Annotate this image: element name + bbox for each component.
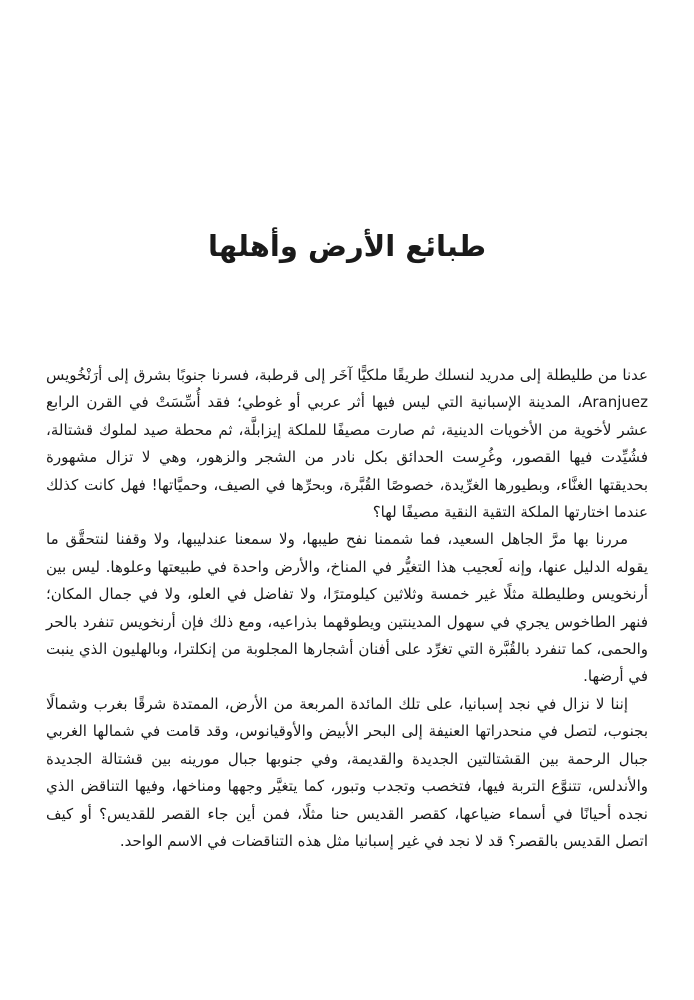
paragraph-2: مررنا بها مرَّ الجاهل السعيد، فما شممنا نفح طيبها، ولا سمعنا عندليبها، ولا وقفنا لنتحقَّق ما يقوله الدليل عنها، وإنه لَعجيب هذا التغيُّر في المناخ، والأرض واحدة في طبيعتها وعلوها. ليس بين أرنخويس وطليطلة مثلًا غير خمسة وثلاثين كيلومترًا، ولا تفاضل في العلو، ولا في جمال المكان؛ فنهر الطاخوس يجري في سهول المدينتين ويطوقهما بذراعيه، ومع ذلك فإن أرنخويس تنفرد بالحر والحمى، كما تنفرد بالقُبَّرة التي تغرِّد على أفنان أشجارها المجلوبة من إنكلترا، وبالهليون الذي ينبت في أرضها. (46, 530, 648, 686)
paragraph-1: عدنا من طليطلة إلى مدريد لنسلك طريقًا ملكيًّا آخَر إلى قرطبة، فسرنا جنوبًا بشرق إلى أرَنْخُويس Aranjuez، المدينة الإسبانية التي ليس فيها أثر عربي أو غوطي؛ فقد أُسِّسَتْ في القرن الرابع عشر لأخوية من الأخويات الدينية، ثم صارت مصيفًا للملكة إيزابلَّة، ثم محطة صيد لملوك قشتالة، فشُيِّدت فيها القصور، وغُرِست الحدائق بكل نادر من الشجر والزهور، وهي لا تزال مشهورة بحديقتها الغنَّاء، وبطيورها الغرِّيدة، خصوصًا القُبَّرة، وبحرِّها في الصيف، وحميَّاتها! فهل كانت كذلك عندما اختارتها الملكة التقية النقية مصيفًا لها؟ (46, 366, 648, 522)
chapter-title: طبائع الأرض وأهلها (207, 229, 487, 263)
chapter-body (46, 362, 648, 855)
paragraph-3: إننا لا نزال في نجد إسبانيا، على تلك المائدة المربعة من الأرض، الممتدة شرقًا بغرب وشمالًا بجنوب، لتصل في منحدراتها العنيفة إلى البحر الأبيض والأوقيانوس، وقد قامت في شمالها الغربي جبال الرحمة بين القشتالتين الجديدة والقديمة، وفي جنوبها جبال مورينه بين قشتالة الجديدة والأندلس، تتنوَّع التربة فيها، فتخصب وتجدب وتبور، كما يتغيَّر وجهها ومناخها، وفيها التناقض الذي نجده أحيانًا في أسماء ضياعها، كقصر القديس حنا مثلًا، فمن أين جاء القصر للقديس؟ أو كيف اتصل القديس بالقصر؟ قد لا نجد في غير إسبانيا مثل هذه التناقضات في الاسم الواحد. (46, 694, 648, 850)
